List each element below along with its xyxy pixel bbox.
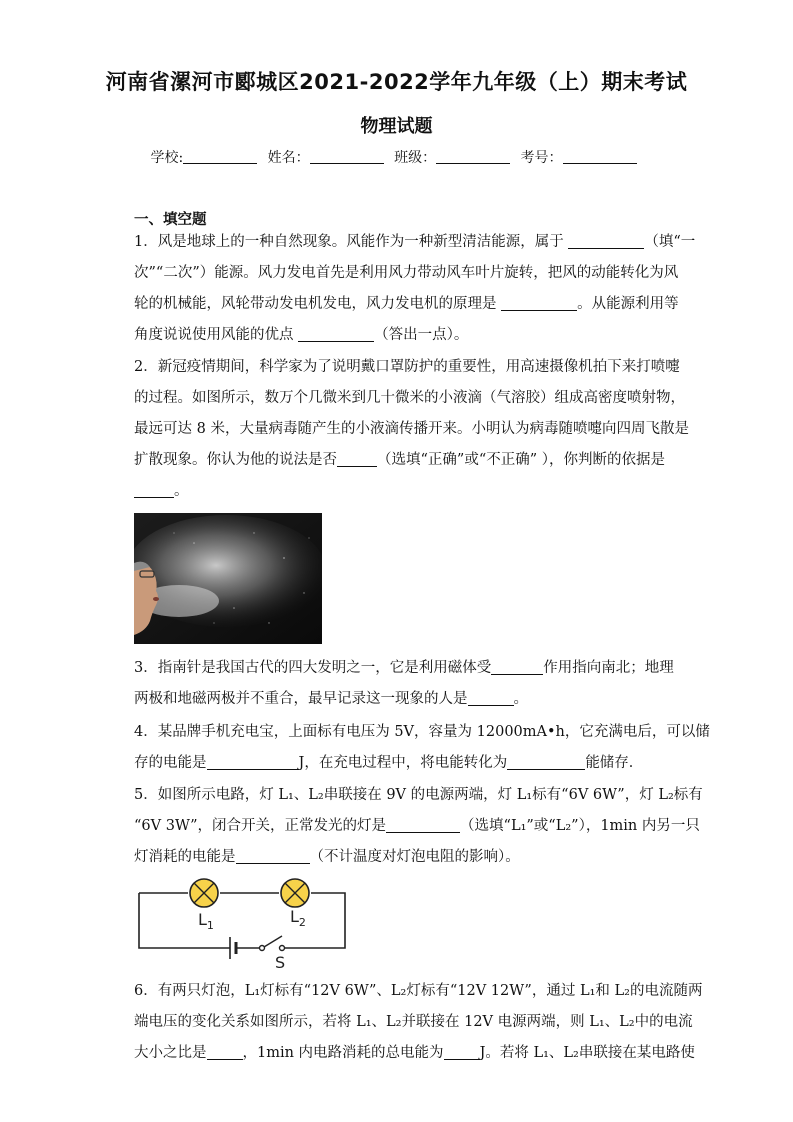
question-line: 。 xyxy=(134,476,662,507)
question-line: 1．风是地球上的一种自然现象。风能作为一种新型清洁能源，属于 （填“一 xyxy=(134,234,696,250)
question-1 xyxy=(134,227,696,351)
question-line: 3．指南针是我国古代的四大发明之一，它是利用磁体受 作用指向南北；地理 xyxy=(134,660,674,676)
answer-blank[interactable] xyxy=(298,326,374,342)
question-line: 存的电能是 J，在充电过程中，将电能转化为 能储存． xyxy=(134,755,644,771)
switch-label: S xyxy=(275,953,286,972)
answer-blank[interactable] xyxy=(337,451,377,467)
question-line: 端电压的变化关系如图所示，若将 L₁、L₂并联接在 12V 电源两端，则 L₁、L₂中的电流 xyxy=(134,1014,693,1030)
battery-icon xyxy=(230,937,236,959)
question-3 xyxy=(134,653,674,715)
question-line: 次”“二次”）能源。风力发电首先是利用风力带动风车叶片旋转，把风的动能转化为风 xyxy=(134,265,679,281)
switch-icon xyxy=(260,936,285,951)
question-line: 灯消耗的电能是 （不计温度对灯泡电阻的影响）。 xyxy=(134,849,520,865)
student-info-line xyxy=(0,147,793,167)
question-5 xyxy=(134,780,703,873)
class-blank[interactable] xyxy=(436,149,510,164)
lamp-l1-label: $L_1$ xyxy=(198,910,214,932)
question-line: 角度说说使用风能的优点 （答出一点）。 xyxy=(134,327,469,343)
class-label: 班级： xyxy=(394,150,437,166)
answer-blank[interactable] xyxy=(444,1044,480,1060)
answer-blank[interactable] xyxy=(568,233,644,249)
answer-blank[interactable] xyxy=(507,754,585,770)
lamp-l2-label: $L_2$ xyxy=(290,907,306,929)
answer-blank[interactable] xyxy=(207,1044,243,1060)
question-line: 的过程。如图所示，数万个几微米到几十微米的小液滴（气溶胶）组成高密度喷射物， xyxy=(134,390,685,406)
exam-number-blank[interactable] xyxy=(563,149,637,164)
name-label: 姓名： xyxy=(267,150,310,166)
question-line: 大小之比是 ，1min 内电路消耗的总电能为 J。若将 L₁、L₂串联接在某电路使 xyxy=(134,1045,695,1061)
question-line: 两极和地磁两极并不重合，最早记录这一现象的人是 。 xyxy=(134,691,528,707)
answer-blank[interactable] xyxy=(134,482,174,498)
exam-number-label: 考号： xyxy=(520,150,563,166)
question-line: “6V 3W”，闭合开关，正常发光的灯是 （选填“L₁”或“L₂”），1min 内另一只 xyxy=(134,818,700,834)
question-line: 5．如图所示电路，灯 L₁、L₂串联接在 9V 的电源两端，灯 L₁标有“6V 6W”，灯 L₂标有 xyxy=(134,787,703,803)
question-line: 2．新冠疫情期间，科学家为了说明戴口罩防护的重要性，用高速摄像机拍下来打喷嚏 xyxy=(134,359,680,375)
section-title: 一、填空题 xyxy=(134,212,207,228)
page-title: 河南省漯河市郾城区2021-2022学年九年级（上）期末考试 xyxy=(105,70,688,94)
question-6 xyxy=(134,976,703,1069)
question-line: 最远可达 8 米，大量病毒随产生的小液滴传播开来。小明认为病毒随喷嚏向四周飞散是 xyxy=(134,421,689,437)
question-line: 扩散现象。你认为他的说法是否 （选填“正确”或“不正确” ），你判断的依据是 xyxy=(134,452,666,468)
page-subtitle: 物理试题 xyxy=(360,116,433,137)
school-blank[interactable] xyxy=(183,149,257,164)
answer-blank[interactable] xyxy=(207,754,299,770)
name-blank[interactable] xyxy=(310,149,384,164)
question-4 xyxy=(134,717,710,779)
question-2 xyxy=(134,352,689,507)
answer-blank[interactable] xyxy=(491,659,543,675)
answer-blank[interactable] xyxy=(501,295,577,311)
answer-blank[interactable] xyxy=(236,848,310,864)
answer-blank[interactable] xyxy=(386,817,460,833)
question-line: 6．有两只灯泡，L₁灯标有“12V 6W”、L₂灯标有“12V 12W”，通过 L₁和 L₂的电流随两 xyxy=(134,983,703,999)
sneeze-photo xyxy=(134,513,322,644)
answer-blank[interactable] xyxy=(468,690,514,706)
question-line: 4．某品牌手机充电宝，上面标有电压为 5V，容量为 12000mA•h，它充满电后，可以储 xyxy=(134,724,710,740)
lamp-l2-icon xyxy=(281,879,309,907)
question-line: 轮的机械能，风轮带动发电机发电，风力发电机的原理是 。从能源利用等 xyxy=(134,296,679,312)
school-label: 学校: xyxy=(150,150,184,166)
lamp-l1-icon xyxy=(190,879,218,907)
circuit-diagram xyxy=(134,868,350,972)
